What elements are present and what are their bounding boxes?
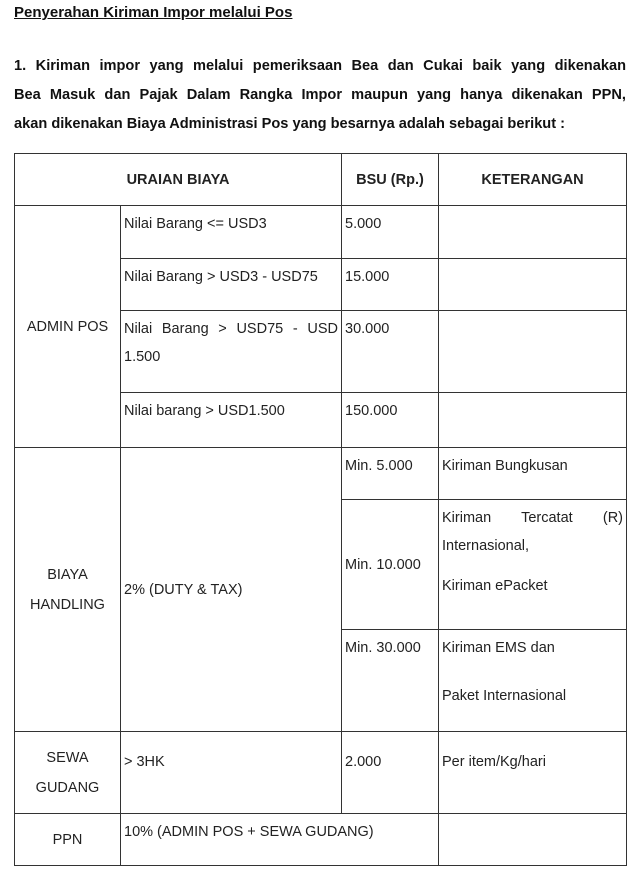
intro-line: akan dikenakan Biaya Administrasi Pos yang besarnya adalah sebagai berikut :	[14, 116, 565, 132]
handling-desc: 2% (DUTY & TAX)	[121, 448, 342, 732]
category-biaya-handling	[15, 448, 121, 732]
handling-bsu-2: Min. 10.000	[342, 500, 439, 630]
sewa-bsu: 2.000	[342, 732, 439, 814]
admin-bsu-4: 150.000	[342, 393, 439, 448]
admin-desc-2: Nilai Barang > USD3 - USD75	[121, 259, 342, 311]
handling-ket-1: Kiriman Bungkusan	[439, 448, 627, 500]
header-bsu: BSU (Rp.)	[342, 154, 439, 206]
category-admin-pos	[15, 206, 121, 448]
category-label-line1: SEWA	[46, 749, 89, 766]
header-uraian-biaya: URAIAN BIAYA	[15, 154, 342, 206]
category-label: ADMIN POS	[26, 318, 109, 335]
intro-line: Bea Masuk dan Pajak Dalam Rangka Impor maupun yang hanya dikenakan PPN,	[14, 87, 626, 103]
handling-ket-2	[439, 500, 627, 630]
header-keterangan: KETERANGAN	[439, 154, 627, 206]
handling-ket-3-line1: Kiriman EMS dan	[442, 640, 555, 656]
category-label-line2: GUDANG	[35, 779, 100, 796]
handling-bsu-3: Min. 30.000	[342, 630, 439, 732]
admin-desc-3-line1: Nilai Barang > USD75 - USD	[124, 321, 338, 337]
ppn-ket	[439, 814, 627, 866]
table-header-row	[15, 154, 627, 206]
admin-ket-2	[439, 259, 627, 311]
table-row	[15, 814, 627, 866]
admin-bsu-2: 15.000	[342, 259, 439, 311]
table-row	[15, 206, 627, 259]
admin-desc-1: Nilai Barang <= USD3	[121, 206, 342, 259]
intro-line: 1. Kiriman impor yang melalui pemeriksaan Bea dan Cukai baik yang dikenakan	[14, 58, 626, 74]
ppn-desc: 10% (ADMIN POS + SEWA GUDANG)	[121, 814, 439, 866]
admin-desc-3-line2: 1.500	[124, 349, 161, 365]
category-sewa-gudang	[15, 732, 121, 814]
admin-ket-3	[439, 311, 627, 393]
handling-ket-3-line2: Paket Internasional	[442, 688, 567, 704]
page-heading: Penyerahan Kiriman Impor melalui Pos	[14, 4, 293, 21]
fee-table	[14, 153, 627, 866]
admin-desc-3	[121, 311, 342, 393]
handling-ket-2-line2: Internasional,	[442, 538, 530, 554]
admin-ket-1	[439, 206, 627, 259]
table-row	[15, 448, 627, 500]
admin-bsu-1: 5.000	[342, 206, 439, 259]
sewa-ket: Per item/Kg/hari	[439, 732, 627, 814]
category-label-line1: BIAYA	[47, 566, 88, 583]
table-row	[15, 732, 627, 814]
sewa-desc: > 3HK	[121, 732, 342, 814]
handling-ket-3	[439, 630, 627, 732]
category-label-line2: HANDLING	[30, 596, 105, 613]
handling-ket-2-line3: Kiriman ePacket	[442, 578, 548, 594]
category-ppn: PPN	[15, 814, 121, 866]
admin-desc-4: Nilai barang > USD1.500	[121, 393, 342, 448]
admin-bsu-3: 30.000	[342, 311, 439, 393]
admin-ket-4	[439, 393, 627, 448]
intro-paragraph	[14, 52, 626, 139]
handling-bsu-1: Min. 5.000	[342, 448, 439, 500]
handling-ket-2-line1: Kiriman Tercatat (R)	[442, 510, 623, 526]
